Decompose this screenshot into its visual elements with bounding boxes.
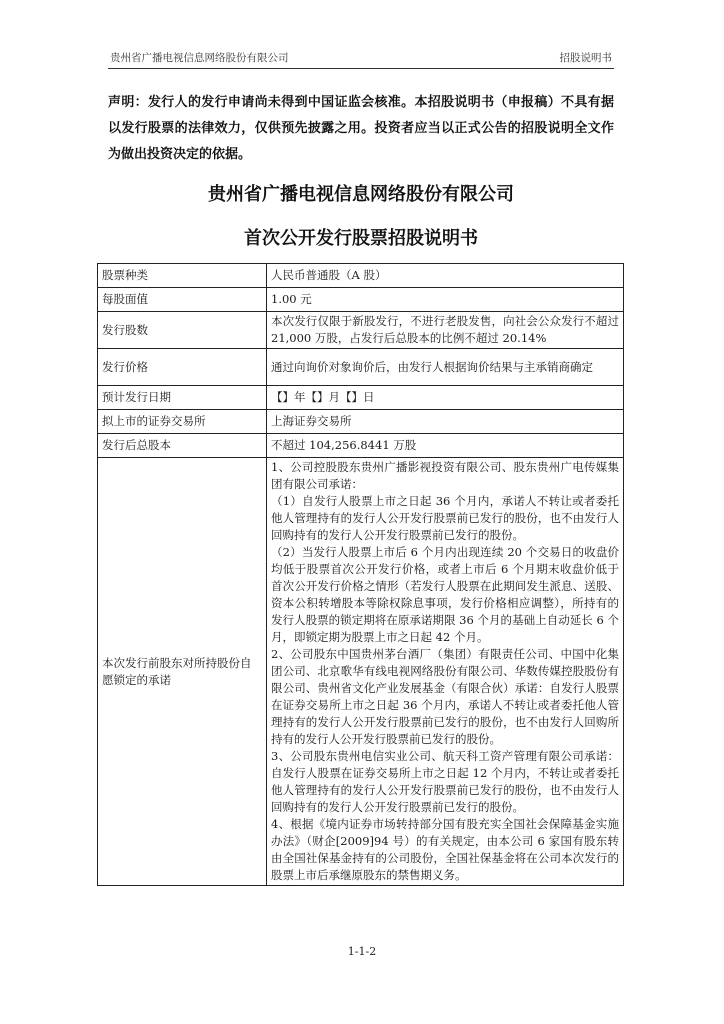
- row-label: 股票种类: [98, 264, 267, 288]
- row-label: 预计发行日期: [98, 386, 267, 410]
- document-title: 首次公开发行股票招股说明书: [244, 228, 478, 249]
- row-label: 发行股数: [98, 312, 267, 349]
- table-row: [98, 386, 624, 410]
- row-value: 1.00 元: [267, 288, 624, 312]
- row-value: 不超过 104,256.8441 万股: [267, 434, 624, 458]
- table-row: [98, 410, 624, 434]
- disclaimer-statement: 声明：发行人的发行申请尚未得到中国证监会核准。本招股说明书（申报稿）不具有据以发行股票的法律效力，仅供预先披露之用。投资者应当以正式公告的招股说明全文作为做出投资决定的依据。: [108, 95, 614, 162]
- company-name: 贵州省广播电视信息网络股份有限公司: [208, 184, 514, 205]
- row-label: 拟上市的证券交易所: [98, 410, 267, 434]
- row-value: 上海证券交易所: [267, 410, 624, 434]
- header-doc-type: 招股说明书: [559, 52, 612, 64]
- row-label: 每股面值: [98, 288, 267, 312]
- row-value: 通过向询价对象询价后，由发行人根据询价结果与主承销商确定: [267, 349, 624, 386]
- lockup-paragraph: 3、公司股东贵州电信实业公司、航天科工资产管理有限公司承诺：自发行人股票在证券交易所上市之日起 12 个月内，不转让或者委托他人管理持有的发行人公开发行股票前已发行的股份，也不由发行人回购持有的发行人公开发行股票前已发行的股份。: [271, 749, 619, 814]
- page-number: 1-1-2: [347, 945, 377, 958]
- page-header: [108, 50, 614, 69]
- lockup-paragraph: 2、公司股东中国贵州茅台酒厂（集团）有限责任公司、中国中化集团公司、北京歌华有线电视网络股份有限公司、华数传媒控股股份有限公司、贵州省文化产业发展基金（有限合伙）承诺：自发行人股票在证券交易所上市之日起 36 个月内，承诺人不转让或者委托他人管理持有的发行人公开发行股票前已发行的股份，也不由发行人回购所持有的发行人公开发行股票前已发行的股份。: [271, 647, 619, 746]
- table-row: [98, 349, 624, 386]
- lockup-paragraph: 1、公司控股股东贵州广播影视投资有限公司、股东贵州广电传媒集团有限公司承诺：: [271, 460, 619, 491]
- row-value: 本次发行仅限于新股发行，不进行老股发售，向社会公众发行不超过 21,000 万股，占发行后总股本的比例不超过 20.14%: [267, 312, 624, 349]
- row-value: 人民币普通股（A 股）: [267, 264, 624, 288]
- lockup-paragraph: 4、根据《境内证券市场转持部分国有股充实全国社会保障基金实施办法》（财企[2009]94 号）的有关规定，由本公司 6 家国有股东转由全国社保基金持有的公司股份，全国社保基金将在公司本次发行的股票上市后承继原股东的禁售期义务。: [271, 817, 619, 882]
- table-row-lockup: [98, 458, 624, 886]
- table-row: [98, 288, 624, 312]
- table-row: [98, 264, 624, 288]
- offering-summary-table: [97, 263, 624, 886]
- table-row: [98, 312, 624, 349]
- table-row: [98, 434, 624, 458]
- lockup-paragraph: （1）自发行人股票上市之日起 36 个月内，承诺人不转让或者委托他人管理持有的发行人公开发行股票前已发行的股份，也不由发行人回购持有的发行人公开发行股票前已发行的股份。: [271, 494, 619, 542]
- header-company: 贵州省广播电视信息网络股份有限公司: [110, 52, 289, 64]
- row-label: 本次发行前股东对所持股份自愿锁定的承诺: [98, 458, 267, 886]
- row-label: 发行后总股本: [98, 434, 267, 458]
- row-value-lockup: [267, 458, 624, 886]
- lockup-paragraph: （2）当发行人股票上市后 6 个月内出现连续 20 个交易日的收盘价均低于股票首次公开发行价格，或者上市后 6 个月期末收盘价低于首次公开发行价格之情形（若发行人股票在此期间发生派息、送股、资本公积转增股本等除权除息事项，发行价格相应调整），所持有的发行人股票的锁定期将在原承诺期限 36 个月的基础上自动延长 6 个月，即锁定期为股票上市之日起 42 个月。: [271, 545, 619, 644]
- row-label: 发行价格: [98, 349, 267, 386]
- row-value: 【】年【】月【】日: [267, 386, 624, 410]
